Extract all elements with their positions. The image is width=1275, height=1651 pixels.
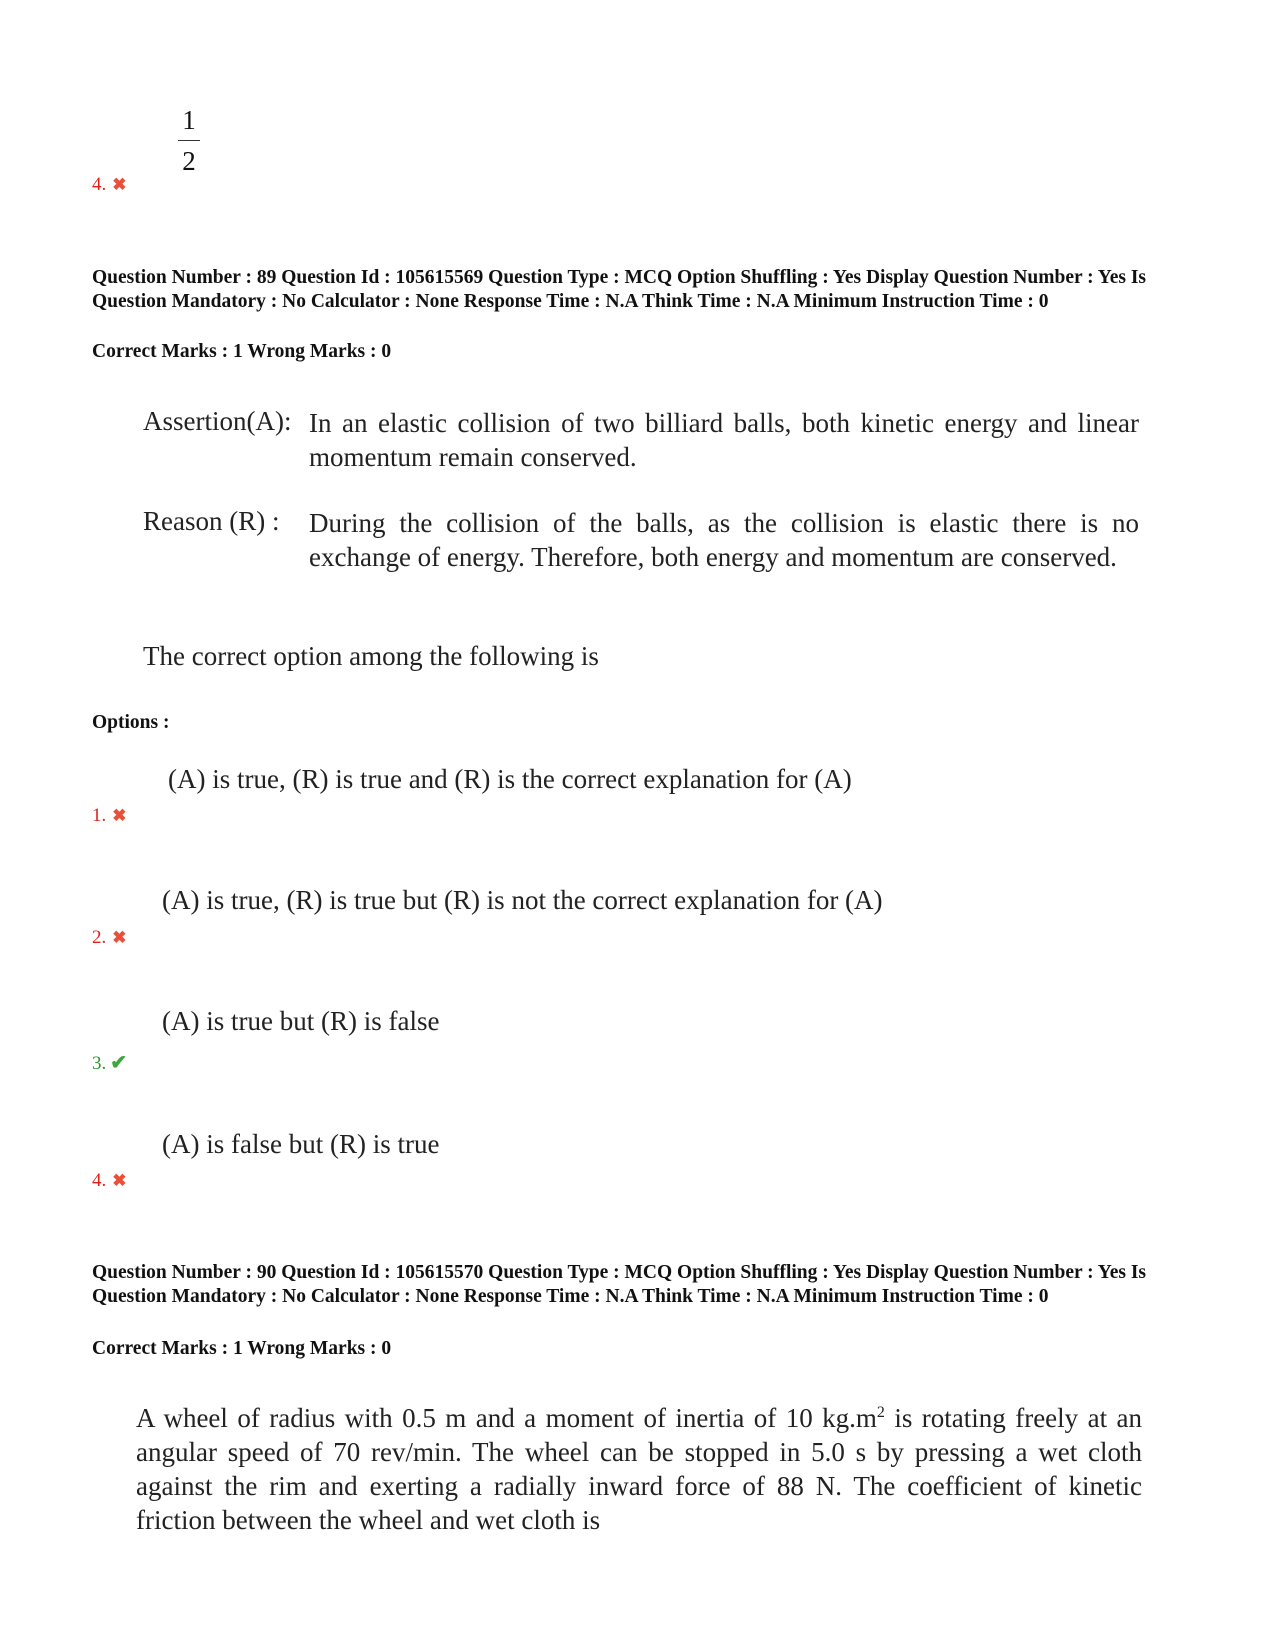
option-2-text[interactable]: (A) is true, (R) is true but (R) is not the correct explanation for (A) <box>162 885 883 915</box>
option-2-label <box>92 927 127 949</box>
reason-text: During the collision of the balls, as the collision is elastic there is no exchange of energy. Therefore, both energy and momentum are conserved. <box>309 508 1139 572</box>
correct-check-icon: ✔ <box>110 1052 128 1074</box>
option-4-label <box>92 1170 127 1192</box>
wrong-x-icon: ✖ <box>112 175 127 194</box>
options-heading: Options : <box>92 712 170 733</box>
question-90-meta: Question Number : 90 Question Id : 105615570 Question Type : MCQ Option Shuffling : Yes Display Question Number : Yes Is Question Mandatory : No Calculator : None Response Time : N.A Think Time : N.A Minimum Instruction Time : 0 <box>92 1262 1147 1307</box>
wrong-x-icon: ✖ <box>112 928 127 947</box>
option-3-label <box>92 1050 127 1075</box>
wrong-x-icon: ✖ <box>112 806 127 825</box>
fraction-one-half <box>178 104 200 177</box>
question-90-text <box>136 1396 1142 1537</box>
option-label: 4. <box>92 1170 107 1191</box>
option-4-text[interactable]: (A) is false but (R) is true <box>162 1129 440 1159</box>
question-89-meta: Question Number : 89 Question Id : 105615569 Question Type : MCQ Option Shuffling : Yes Display Question Number : Yes Is Question Mandatory : No Calculator : None Response Time : N.A Think Time : N.A Minimum Instruction Time : 0 <box>92 267 1147 312</box>
question-89-marks: Correct Marks : 1 Wrong Marks : 0 <box>92 341 392 362</box>
wrong-x-icon: ✖ <box>112 1171 127 1190</box>
question-90-marks: Correct Marks : 1 Wrong Marks : 0 <box>92 1338 392 1359</box>
superscript: 2 <box>876 1404 885 1421</box>
option-1-label <box>92 805 127 827</box>
assertion-label: Assertion(A): <box>143 406 292 436</box>
option-label: 3. <box>92 1053 107 1074</box>
fraction-numerator: 1 <box>182 105 196 135</box>
question-text-part: is rotating freely at an angular speed of 70 rev/min. The wheel can be stopped in 5.0 s by pressing a wet cloth against the rim and exerting a radially inward force of 88 N. The coefficient of kinetic friction between the wheel and wet cloth is <box>136 1403 1142 1535</box>
option-label: 4. <box>92 174 107 195</box>
fraction-denominator: 2 <box>182 146 196 176</box>
option-label: 1. <box>92 805 107 826</box>
option-label: 2. <box>92 927 107 948</box>
reason-label: Reason (R) : <box>143 506 280 536</box>
option-3-text[interactable]: (A) is true but (R) is false <box>162 1006 440 1036</box>
assertion-text: In an elastic collision of two billiard balls, both kinetic energy and linear momentum remain conserved. <box>309 408 1139 472</box>
question-prompt: The correct option among the following is <box>143 641 599 671</box>
question-text-part: A wheel of radius with 0.5 m and a moment of inertia of 10 kg.m <box>136 1403 877 1433</box>
fraction-bar <box>178 140 200 141</box>
prev-option-4 <box>92 174 127 196</box>
option-1-text[interactable]: (A) is true, (R) is true and (R) is the correct explanation for (A) <box>168 764 852 794</box>
